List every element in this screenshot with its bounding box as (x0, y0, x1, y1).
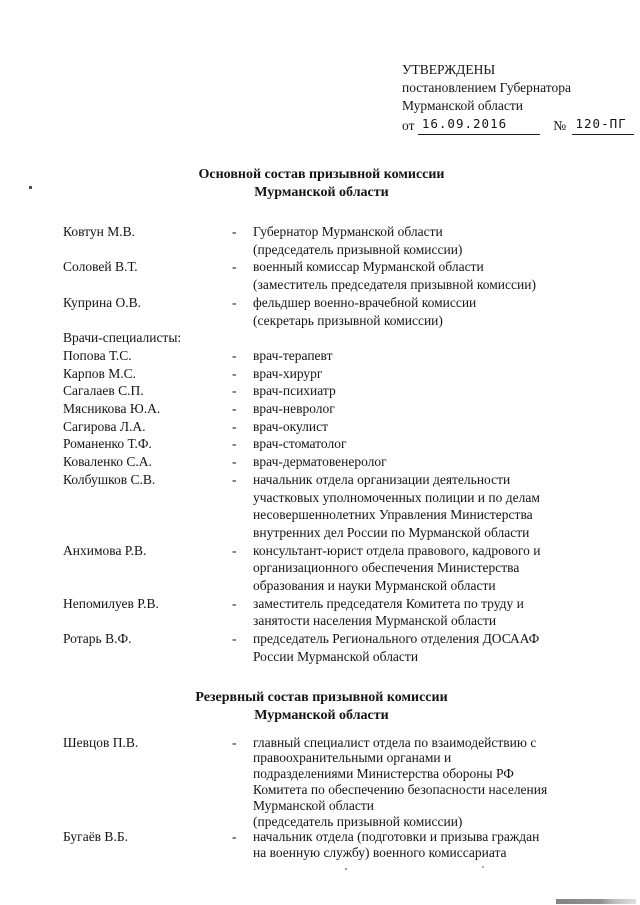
role-line: военный комиссар Мурманской области (253, 259, 484, 275)
table-row (63, 329, 580, 347)
dash-separator: - (232, 471, 237, 487)
role-line: фельдшер военно-врачебной комиссии (253, 294, 477, 310)
role-line: на военную службу) военного комиссариата (253, 845, 507, 861)
member-name: Непомилуев Р.В. (63, 595, 159, 611)
role-line: Губернатор Мурманской области (253, 224, 443, 239)
scan-artifact-dot (29, 186, 32, 189)
member-role (253, 735, 580, 830)
role-line: правоохранительными органами и (253, 750, 452, 766)
role-line: внутренних дел России по Мурманской области (253, 524, 530, 540)
scan-artifact-smudge (556, 899, 636, 904)
member-name: Ротарь В.Ф. (63, 631, 132, 647)
dash-separator: - (232, 365, 237, 381)
table-row (63, 294, 580, 329)
main-roster-table (63, 223, 580, 666)
member-role (253, 453, 580, 471)
member-name: Сагирова Л.А. (63, 418, 146, 434)
table-row (63, 542, 580, 595)
dash-separator: - (232, 734, 237, 750)
member-role (253, 382, 580, 400)
role-line: (председатель призывной комиссии) (253, 813, 463, 829)
member-role (253, 294, 580, 329)
role-line: подразделениями Министерства обороны РФ (253, 766, 514, 782)
role-line: России Мурманской области (253, 648, 419, 664)
role-line: Комитета по обеспечению безопасности населения (253, 781, 548, 797)
approval-date-value: 16.09.2016 (418, 115, 540, 135)
table-row (63, 418, 580, 436)
role-line: образования и науки Мурманской области (253, 578, 496, 594)
table-row (63, 400, 580, 418)
dash-separator: - (232, 259, 237, 275)
approval-line-region: Мурманской области (402, 97, 523, 113)
table-row (63, 453, 580, 471)
document-content (63, 166, 580, 861)
role-line: врач-хирург (253, 365, 323, 381)
role-line: врач-терапевт (253, 347, 333, 363)
scan-artifact-dot (482, 866, 484, 868)
member-role (253, 365, 580, 383)
role-line: врач-психиатр (253, 383, 336, 399)
dash-separator: - (232, 542, 237, 558)
role-line: врач-стоматолог (253, 436, 347, 452)
table-row (63, 223, 580, 258)
approval-dateline (402, 115, 637, 135)
approval-number-value: 120-ПГ (572, 115, 634, 135)
reserve-roster-title-line2: Мурманской области (254, 707, 389, 723)
member-name: Куприна О.В. (63, 294, 142, 310)
table-row (63, 347, 580, 365)
role-line: несовершеннолетних Управления Министерства (253, 507, 533, 523)
member-name: Коваленко С.А. (63, 454, 152, 470)
main-roster-title-line1: Основной состав призывной комиссии (198, 167, 445, 182)
number-sign-label: № (553, 118, 567, 134)
scan-artifact-dot (345, 868, 347, 870)
member-role (253, 595, 580, 630)
member-role (253, 829, 580, 861)
role-line: главный специалист отдела по взаимодействию с (253, 734, 537, 750)
approval-line-approved: УТВЕРЖДЕНЫ (402, 62, 496, 77)
dash-separator: - (232, 631, 237, 647)
member-role (253, 400, 580, 418)
dash-separator: - (232, 595, 237, 611)
table-row (63, 258, 580, 293)
role-line: участковых уполномоченных полиции и по делам (253, 489, 540, 505)
table-row (63, 735, 580, 830)
role-line: врач-невролог (253, 401, 335, 417)
dash-separator: - (232, 224, 237, 239)
reserve-roster-table (63, 735, 580, 861)
role-line: консультант-юрист отдела правового, кадрового и (253, 542, 541, 558)
member-name: Шевцов П.В. (63, 734, 139, 750)
role-line: (заместитель председателя призывной комиссии) (253, 277, 536, 293)
dash-separator: - (232, 294, 237, 310)
role-line: (секретарь призывной комиссии) (253, 312, 443, 328)
member-name: Анхимова Р.В. (63, 542, 147, 558)
member-name: Колбушков С.В. (63, 471, 156, 487)
role-line: организационного обеспечения Министерства (253, 560, 520, 576)
member-name: Бугаёв В.Б. (63, 829, 128, 845)
date-prefix-label: от (402, 118, 415, 134)
role-line: врач-окулист (253, 418, 328, 434)
table-row (63, 630, 580, 665)
role-line: (председатель призывной комиссии) (253, 241, 463, 257)
member-name: Ковтун М.В. (63, 224, 135, 239)
member-role (253, 435, 580, 453)
dash-separator: - (232, 436, 237, 452)
member-role (253, 418, 580, 436)
member-role (253, 258, 580, 293)
member-name: Соловей В.Т. (63, 259, 138, 275)
role-line: начальник отдела организации деятельности (253, 471, 511, 487)
reserve-roster-title (63, 689, 580, 725)
table-row (63, 595, 580, 630)
table-row (63, 829, 580, 861)
main-roster-title (63, 166, 580, 202)
dash-separator: - (232, 347, 237, 363)
member-name: Карпов М.С. (63, 365, 137, 381)
dash-separator: - (232, 829, 237, 845)
member-role (253, 347, 580, 365)
member-role (253, 630, 580, 665)
role-line: заместитель председателя Комитета по труду и (253, 595, 524, 611)
role-line: занятости населения Мурманской области (253, 613, 497, 629)
dash-separator: - (232, 454, 237, 470)
table-row (63, 471, 580, 542)
member-role (253, 223, 580, 258)
role-line: начальник отдела (подготовки и призыва граждан (253, 829, 540, 845)
reserve-roster-title-line1: Резервный состав призывной комиссии (195, 689, 448, 705)
approval-block (402, 61, 637, 135)
role-line: врач-дерматовенеролог (253, 454, 387, 470)
member-name: Попова Т.С. (63, 347, 132, 363)
member-role (253, 542, 580, 595)
table-row (63, 435, 580, 453)
main-roster-title-line2: Мурманской области (254, 185, 389, 200)
approval-line-resolution: постановлением Губернатора (402, 79, 571, 95)
member-role (253, 471, 580, 542)
table-row (63, 365, 580, 383)
member-name: Мясникова Ю.А. (63, 401, 161, 417)
role-line: Мурманской области (253, 797, 374, 813)
member-name: Сагалаев С.П. (63, 383, 144, 399)
dash-separator: - (232, 418, 237, 434)
role-line: председатель Регионального отделения ДОСААФ (253, 631, 540, 647)
dash-separator: - (232, 401, 237, 417)
member-name: Романенко Т.Ф. (63, 436, 152, 452)
table-row (63, 382, 580, 400)
dash-separator: - (232, 383, 237, 399)
member-name: Врачи-специалисты: (63, 330, 182, 346)
